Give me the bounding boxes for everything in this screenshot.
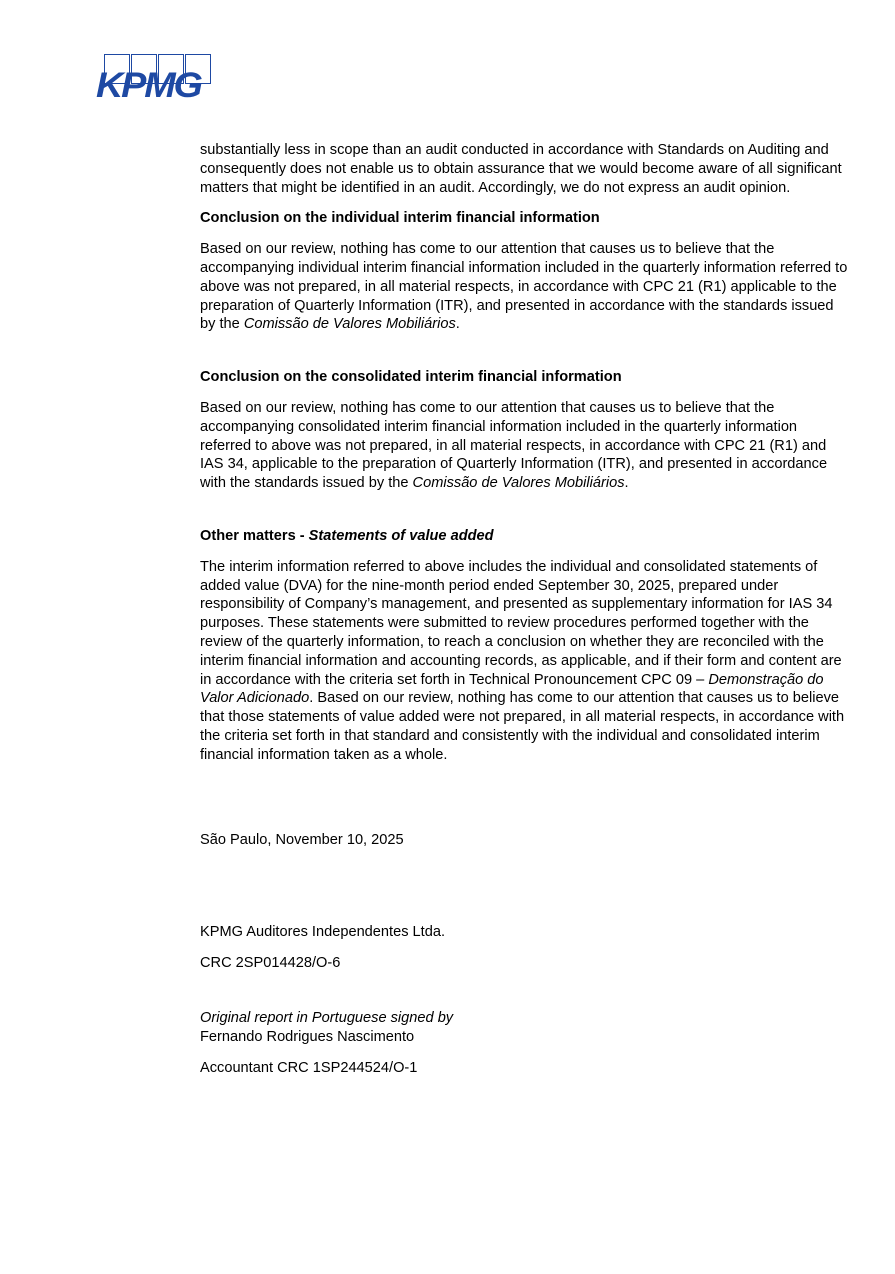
firm-crc: CRC 2SP014428/O-6 (200, 955, 341, 972)
kpmg-logo (96, 54, 216, 105)
intro-paragraph: substantially less in scope than an audit conducted in accordance with Standards on Auditing and consequently does not enable us to obtain assurance that we would become aware of all significant matters that might be identified in an audit. Accordingly, we do not express an audit opinion. (200, 142, 842, 196)
cvm-italic: Comissão de Valores Mobiliários (243, 316, 456, 333)
report-body (200, 141, 850, 1077)
dva-heading-italic: Statements of value added (308, 527, 494, 544)
individual-heading: Conclusion on the individual interim financial information (200, 210, 600, 227)
consolidated-paragraph: Based on our review, nothing has come to our attention that causes us to believe that the accompanying consolidated interim financial information included in the quarterly information referred to above was not prepared, in all material respects, in accordance with CPC 21 (R1) and IAS 34, applicable to the preparation of Quarterly Information (ITR), and presented in accordance with the standards issued by the Comissão de Valores Mobiliários. (200, 399, 828, 492)
original-report-note: Original report in Portuguese signed by (200, 1009, 454, 1026)
logo-wordmark: KPMG (96, 66, 201, 105)
firm-name: KPMG Auditores Independentes Ltda. (200, 924, 446, 941)
dva-italic: Demonstração do Valor Adicionado (200, 671, 824, 707)
other-matters-paragraph: The interim information referred to above includes the individual and consolidated statements of added value (DVA) for the nine-month period ended September 30, 2025, prepared under responsibility of Company’s management, and presented as supplementary information for IAS 34 purposes. These statements were submitted to review procedures performed together with the review of the quarterly information, to reach a conclusion on whether they are reconciled with the interim financial information and accounting records, as applicable, and if their form and content are in accordance with the criteria set forth in Technical Pronouncement CPC 09 – Demonstração do Valor Adicionado. Based on our review, nothing has come to our attention that causes us to believe that those statements of value added were not prepared, in all material respects, in accordance with the criteria set forth in that standard and consistently with the individual and consolidated interim financial information taken as a whole. (200, 558, 845, 763)
consolidated-heading: Conclusion on the consolidated interim financial information (200, 369, 622, 386)
place-date: São Paulo, November 10, 2025 (200, 831, 404, 848)
signer-name: Fernando Rodrigues Nascimento (200, 1028, 415, 1045)
cvm-italic: Comissão de Valores Mobiliários (412, 475, 625, 492)
other-matters-heading: Other matters - Statements of value added (200, 527, 494, 544)
individual-paragraph: Based on our review, nothing has come to our attention that causes us to believe that the accompanying individual interim financial information included in the quarterly information referred to above was not prepared, in all material respects, in accordance with CPC 21 (R1) applicable to the preparation of Quarterly Information (ITR), and presented in accordance with the standards issued by the Comissão de Valores Mobiliários. (200, 241, 848, 333)
signer-crc: Accountant CRC 1SP244524/O-1 (200, 1059, 418, 1076)
